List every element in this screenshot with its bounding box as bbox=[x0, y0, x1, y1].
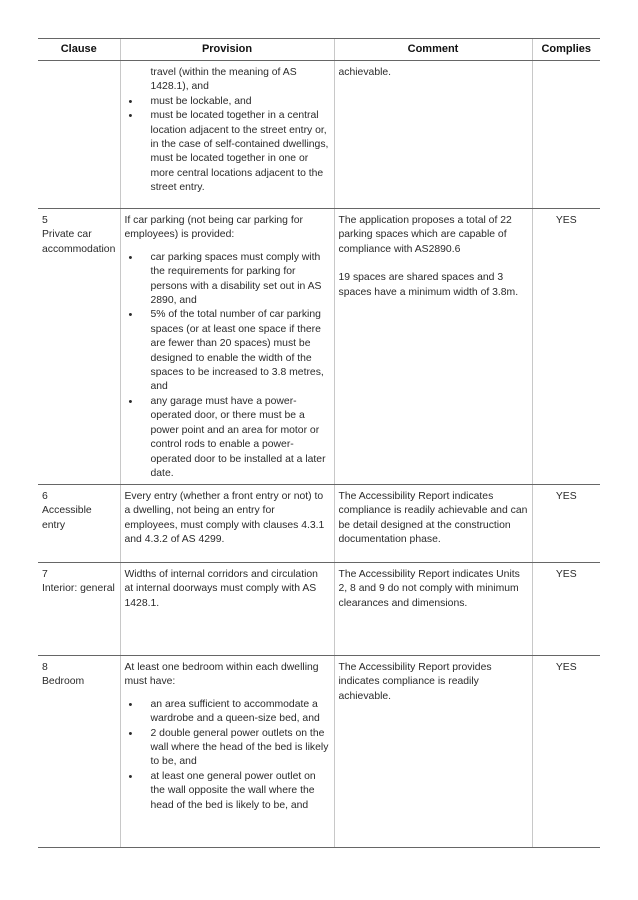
list-item: • at least one general power outlet on the wall opposite the wall where the head of the bed is likely to be, and bbox=[125, 770, 330, 813]
header-clause: Clause bbox=[38, 39, 120, 61]
comment-cell: The Accessibility Report provides indicates compliance is readily achievable. bbox=[334, 656, 532, 848]
list-item: • an area sufficient to accommodate a wardrobe and a queen-size bed, and bbox=[125, 698, 330, 727]
table-row bbox=[38, 656, 600, 848]
comment-cell: The Accessibility Report indicates Units 2, 8 and 9 do not comply with minimum clearances and dimensions. bbox=[334, 563, 532, 656]
clause-cell bbox=[38, 485, 120, 563]
complies-cell: YES bbox=[532, 485, 600, 563]
provision-list bbox=[125, 698, 330, 813]
list-item: • car parking spaces must comply with the requirements for parking for persons with a disability set out in AS 2890, and bbox=[125, 251, 330, 309]
list-item: • 2 double general power outlets on the wall where the head of the bed is likely to be, and bbox=[125, 727, 330, 770]
list-item: travel (within the meaning of AS 1428.1), and bbox=[150, 67, 297, 93]
clause-cell bbox=[38, 61, 120, 209]
provision-cell: Widths of internal corridors and circulation at internal doorways must comply with AS 1428.1. bbox=[120, 563, 334, 656]
complies-cell bbox=[532, 61, 600, 209]
complies-cell: YES bbox=[532, 563, 600, 656]
provision-intro: At least one bedroom within each dwelling must have: bbox=[124, 662, 319, 688]
provision-cell: Every entry (whether a front entry or not) to a dwelling, not being an entry for employees, must comply with clauses 4.3.1 and 4.3.2 of AS 4299. bbox=[120, 485, 334, 563]
clause-cell bbox=[38, 656, 120, 848]
clause-title: Private car accommodation bbox=[42, 229, 116, 255]
provision-cell bbox=[120, 656, 334, 848]
clause-title: Bedroom bbox=[42, 676, 85, 688]
comment-text: achievable. bbox=[338, 67, 392, 78]
complies-cell: YES bbox=[532, 209, 600, 485]
comment-cell: The Accessibility Report indicates compliance is readily achievable and can be detail designed at the construction documentation phase. bbox=[334, 485, 532, 563]
table-row bbox=[38, 61, 600, 209]
header-complies: Complies bbox=[532, 39, 600, 61]
clause-number: 7 bbox=[42, 569, 48, 580]
list-item: • must be lockable, and bbox=[125, 95, 330, 109]
table-row bbox=[38, 563, 600, 656]
clause-title: Accessible entry bbox=[42, 505, 92, 531]
clause-cell bbox=[38, 209, 120, 485]
list-item: • any garage must have a power-operated door, or there must be a power point and an area for motor or control rods to enable a power-operated door to be installed at a later date. bbox=[125, 395, 330, 481]
provision-list bbox=[125, 251, 330, 482]
list-item: • must be located together in a central location adjacent to the street entry or, in the case of self-contained dwellings, must be located together in one or more central locations adjacent to the street entry. bbox=[125, 109, 330, 195]
comment-cell bbox=[334, 61, 532, 209]
comment-text: The application proposes a total of 22 parking spaces which are capable of compliance with AS2890.6 bbox=[338, 215, 512, 255]
comment-text: 19 spaces are shared spaces and 3 spaces have a minimum width of 3.8m. bbox=[338, 272, 519, 298]
provision-cell bbox=[120, 61, 334, 209]
provision-list bbox=[125, 66, 330, 196]
provision-intro: If car parking (not being car parking for employees) is provided: bbox=[124, 215, 303, 241]
header-provision: Provision bbox=[120, 39, 334, 61]
comment-cell bbox=[334, 209, 532, 485]
clause-number: 5 bbox=[42, 215, 48, 226]
complies-cell: YES bbox=[532, 656, 600, 848]
clause-cell bbox=[38, 563, 120, 656]
clause-title: Interior: general bbox=[42, 583, 115, 595]
provision-cell bbox=[120, 209, 334, 485]
header-comment: Comment bbox=[334, 39, 532, 61]
clause-number: 8 bbox=[42, 662, 48, 673]
list-item: • 5% of the total number of car parking spaces (or at least one space if there are fewer than 20 spaces) must be designed to enable the width of the spaces to be increased to 3.8 metres, and bbox=[125, 308, 330, 394]
table-row bbox=[38, 485, 600, 563]
clause-number: 6 bbox=[42, 491, 48, 502]
compliance-table bbox=[38, 38, 600, 848]
table-header-row bbox=[38, 39, 600, 61]
table-row bbox=[38, 209, 600, 485]
